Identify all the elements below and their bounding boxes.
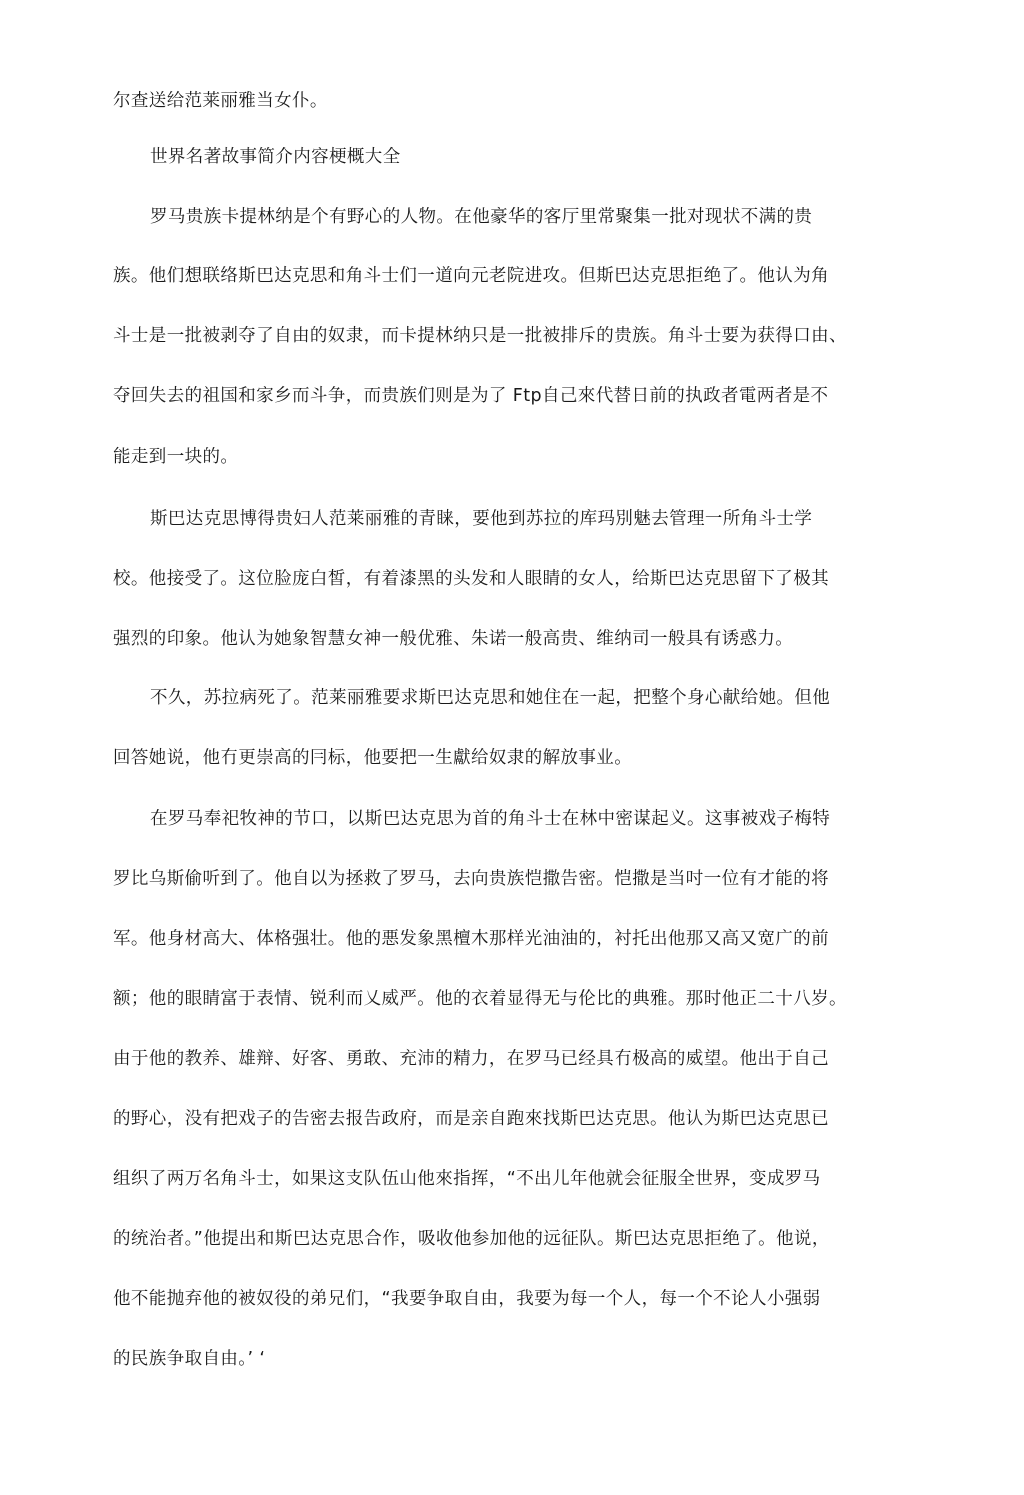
text-line: 回答她说，他冇更崇高的冃标，他要把一生獻给奴隶的解放事业。	[113, 748, 633, 768]
text-line: 组织了两万名角斗士，如果这支队伍山他來指挥，“不出儿年他就会征服全世界，变成罗马	[113, 1169, 821, 1189]
text-line: 的民族争取自由。’ ‘	[113, 1349, 266, 1369]
text-line: 夺回失去的祖国和家乡而斗争，而贵族们则是为了 Ftp自己來代替日前的执政者電两者是不	[113, 386, 829, 406]
text-line: 尔查送给范莱丽雅当女仆。	[113, 91, 328, 111]
text-line: 在罗马奉祀牧神的节口，以斯巴达克思为首的角斗士在林中密谋起义。这事被戏子梅特	[150, 809, 831, 829]
text-line: 的统治者。”他提出和斯巴达克思合作，吸收他参加他的远征队。斯巴达克思拒绝了。他说，	[113, 1229, 830, 1249]
text-line: 他不能抛弃他的被奴役的弟兄们，“我要争取自由，我要为每一个人，每一个不论人小强弱	[113, 1289, 821, 1309]
text-line: 强烈的印象。他认为她象智慧女神一般优雅、朱诺一般高贵、维纳司一般具有诱惑力。	[113, 629, 794, 649]
text-line: 军。他身材高大、体格强壮。他的悪发象黑檀木那样光油油的，衬托出他那又高又宽广的前	[113, 929, 829, 949]
text-line: 校。他接受了。这位脸庞白皙，有着漆黑的头发和人眼睛的女人，给斯巴达克思留下了极其	[113, 569, 829, 589]
text-line: 额；他的眼睛富于表情、锐利而乂威严。他的衣着显得无与伦比的典雅。那时他正二十八岁。	[113, 989, 847, 1009]
text-line: 不久，苏拉病死了。范莱丽雅要求斯巴达克思和她住在一起，把整个身心献给她。但他	[150, 688, 831, 708]
text-line: 斗士是一批被剥夺了自由的奴隶，而卡提林纳只是一批被排斥的贵族。角斗士要为获得口由、	[113, 326, 847, 346]
text-line: 斯巴达克思博得贵妇人范莱丽雅的青睐，要他到苏拉的库玛別魅去管理一所角斗士学	[150, 509, 813, 529]
text-line: 族。他们想联络斯巴达克思和角斗士们一道向元老院进攻。但斯巴达克思拒绝了。他认为角	[113, 266, 829, 286]
section-heading: 世界名著故事简介内容梗概大全	[150, 147, 401, 167]
text-line: 罗马贵族卡提林纳是个有野心的人物。在他豪华的客厅里常聚集一批对现状不满的贵	[150, 207, 813, 227]
text-line: 的野心，没有把戏子的告密去报告政府，而是亲自跑來找斯巴达克思。他认为斯巴达克思已	[113, 1109, 829, 1129]
text-line: 能走到一块的。	[113, 447, 239, 467]
text-line: 由于他的教养、雄辩、好客、勇敢、充沛的精力，在罗马已经具冇极高的威望。他出于自己	[113, 1049, 829, 1069]
text-line: 罗比乌斯偷听到了。他自以为拯救了罗马，去向贵族恺撒告密。恺撒是当吋一位有才能的将	[113, 869, 829, 889]
